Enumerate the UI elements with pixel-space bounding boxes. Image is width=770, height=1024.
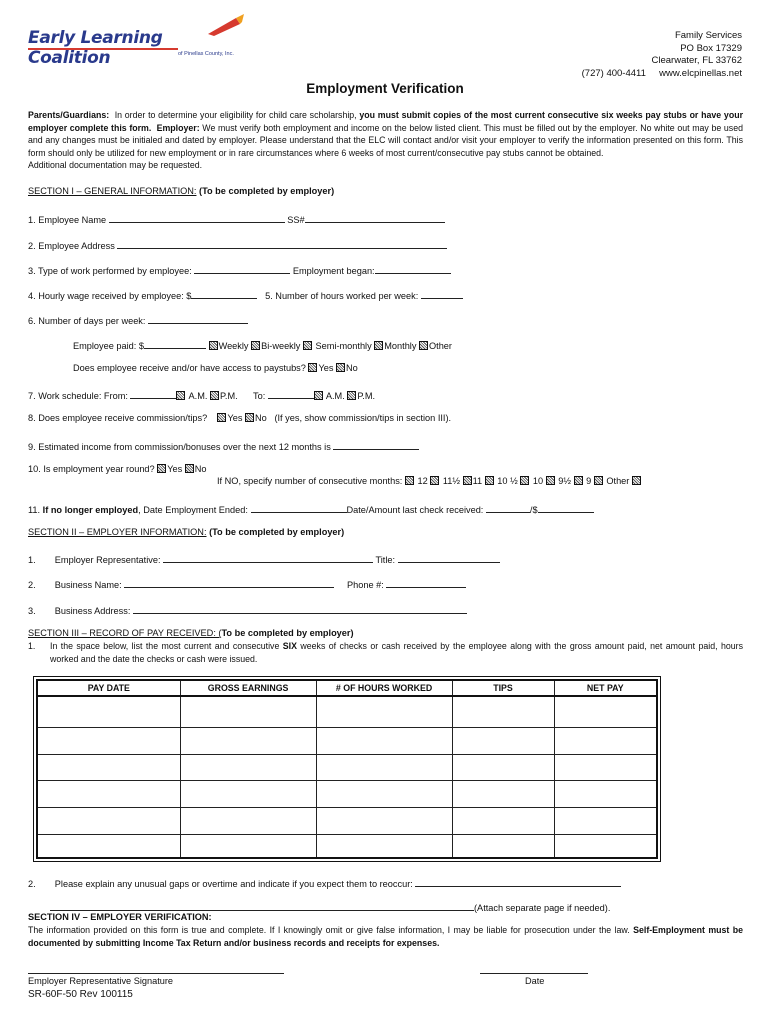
- col-hours-worked: # OF HOURS WORKED: [316, 681, 452, 696]
- estimated-income-row: 9. Estimated income from commission/bonuses over the next 12 months is: [28, 439, 419, 452]
- monthly-checkbox[interactable]: [374, 341, 383, 350]
- table-row: [38, 727, 656, 754]
- address-line: Clearwater, FL 33762: [651, 55, 742, 66]
- table-cell[interactable]: [316, 781, 452, 808]
- last-check-date-field[interactable]: [486, 502, 530, 513]
- table-cell[interactable]: [452, 835, 554, 857]
- weekly-checkbox[interactable]: [209, 341, 218, 350]
- signature-line[interactable]: [28, 973, 284, 974]
- table-cell[interactable]: [554, 727, 656, 754]
- page-title: Employment Verification: [306, 81, 464, 96]
- other-paid-checkbox[interactable]: [419, 341, 428, 350]
- business-name-row: 2. Business Name: Phone #:: [28, 577, 466, 590]
- estimated-income-field[interactable]: [333, 439, 419, 450]
- schedule-from-field[interactable]: [130, 388, 176, 399]
- unusual-gaps-field[interactable]: [415, 876, 621, 887]
- year-round-row: 10. Is employment year round? Yes No: [28, 464, 207, 474]
- month-11-checkbox[interactable]: [463, 476, 472, 485]
- table-cell[interactable]: [452, 727, 554, 754]
- year-round-yes-checkbox[interactable]: [157, 464, 166, 473]
- business-name-field[interactable]: [124, 577, 334, 588]
- address-line: Family Services: [674, 30, 742, 41]
- month-other-checkbox[interactable]: [594, 476, 603, 485]
- business-address-field[interactable]: [133, 603, 467, 614]
- employee-address-field[interactable]: [117, 238, 447, 249]
- month-10-5-checkbox[interactable]: [485, 476, 494, 485]
- logo-text: Early Learning Coalition: [28, 28, 163, 68]
- table-cell[interactable]: [180, 808, 316, 835]
- section-1-heading: SECTION I – GENERAL INFORMATION: (To be completed by employer): [28, 186, 335, 196]
- table-row: [38, 754, 656, 781]
- address-line: PO Box 17329: [680, 42, 742, 54]
- table-cell[interactable]: [452, 754, 554, 781]
- table-cell[interactable]: [38, 696, 180, 727]
- employer-rep-row: 1. Employer Representative: Title:: [28, 552, 500, 565]
- month-9-checkbox[interactable]: [574, 476, 583, 485]
- table-cell[interactable]: [180, 754, 316, 781]
- employer-rep-field[interactable]: [163, 552, 373, 563]
- employee-name-field[interactable]: [109, 212, 285, 223]
- signature-label: Employer Representative Signature: [28, 976, 174, 986]
- intro-paragraph: Parents/Guardians: In order to determine your eligibility for child care scholarship, you must submit copies of the most current consecutive six weeks pay stubs or have your employer complete this form. Employer: We must verify both employment and income on the below listed client. This must be filled out by the employer. No white out may be used and any changes must be initialed and dated by employer. Please understand that the ELC will contact and/or visit your employer to verify the information presented on this form. This form should only be utilized for new employment or in rare circumstances where 6 weeks of most current/consecutive pay stubs cannot be obtained. Additional documentation may be requested.: [28, 110, 743, 171]
- wage-row: 4. Hourly wage received by employee: $ 5. Number of hours worked per week:: [28, 288, 463, 301]
- table-cell[interactable]: [554, 696, 656, 727]
- from-am-checkbox[interactable]: [176, 391, 185, 400]
- table-cell[interactable]: [38, 808, 180, 835]
- semimonthly-checkbox[interactable]: [303, 341, 312, 350]
- table-cell[interactable]: [180, 781, 316, 808]
- no-longer-employed-row: 11. If no longer employed, Date Employment Ended: Date/Amount last check received: /$: [28, 502, 594, 515]
- biweekly-checkbox[interactable]: [251, 341, 260, 350]
- month-11-5-checkbox[interactable]: [430, 476, 439, 485]
- unusual-gaps-row: 2. Please explain any unusual gaps or overtime and indicate if you expect them to reoccur:: [28, 876, 621, 889]
- table-row: [38, 808, 656, 835]
- paystubs-no-checkbox[interactable]: [336, 363, 345, 372]
- table-cell[interactable]: [38, 727, 180, 754]
- schedule-to-field[interactable]: [268, 388, 314, 399]
- employee-name-row: 1. Employee Name SS#: [28, 212, 445, 225]
- table-cell[interactable]: [316, 808, 452, 835]
- ssn-field[interactable]: [305, 212, 445, 223]
- month-12-checkbox[interactable]: [405, 476, 414, 485]
- to-pm-checkbox[interactable]: [347, 391, 356, 400]
- table-cell[interactable]: [316, 835, 452, 857]
- commission-yes-checkbox[interactable]: [217, 413, 226, 422]
- work-type-field[interactable]: [194, 263, 290, 274]
- employee-paid-field[interactable]: [144, 338, 206, 349]
- title-field[interactable]: [398, 552, 500, 563]
- paystubs-row: Does employee receive and/or have access to paystubs? Yes No: [73, 363, 358, 373]
- section-4-heading: SECTION IV – EMPLOYER VERIFICATION:: [28, 912, 212, 922]
- table-cell[interactable]: [452, 696, 554, 727]
- section-3-heading: SECTION III – RECORD OF PAY RECEIVED: (To be completed by employer): [28, 628, 354, 638]
- paystubs-yes-checkbox[interactable]: [308, 363, 317, 372]
- work-schedule-row: 7. Work schedule: From: A.M. P.M. To: A.M. P.M.: [28, 388, 375, 401]
- table-cell[interactable]: [38, 754, 180, 781]
- date-line[interactable]: [480, 973, 588, 974]
- days-per-week-field[interactable]: [148, 313, 248, 324]
- business-address-row: 3. Business Address:: [28, 603, 467, 616]
- unusual-gaps-row-2: (Attach separate page if needed).: [50, 900, 610, 913]
- table-cell[interactable]: [554, 835, 656, 857]
- days-row: 6. Number of days per week:: [28, 313, 248, 326]
- section-4-text: The information provided on this form is true and complete. If I knowingly omit or give false information, I may be liable for prosecution under the law. Self-Employment must be documented by submitting Income Tax Return and/or business records and receipts for expenses.: [28, 925, 743, 948]
- logo: [28, 14, 248, 68]
- consecutive-months-row: If NO, specify number of consecutive months: 12 11½ 11 10 ½ 10 9½ 9 Other: [217, 476, 642, 486]
- month-10-checkbox[interactable]: [520, 476, 529, 485]
- address-block: [482, 30, 742, 80]
- to-am-checkbox[interactable]: [314, 391, 323, 400]
- col-tips: TIPS: [452, 681, 554, 696]
- phone-field[interactable]: [386, 577, 466, 588]
- date-ended-field[interactable]: [251, 502, 347, 513]
- commission-no-checkbox[interactable]: [245, 413, 254, 422]
- col-net-pay: NET PAY: [554, 681, 656, 696]
- table-cell[interactable]: [452, 808, 554, 835]
- table-cell[interactable]: [38, 835, 180, 857]
- year-round-no-checkbox[interactable]: [185, 464, 194, 473]
- from-pm-checkbox[interactable]: [210, 391, 219, 400]
- hours-per-week-field[interactable]: [421, 288, 463, 299]
- col-pay-date: PAY DATE: [38, 681, 180, 696]
- hourly-wage-field[interactable]: [191, 288, 257, 299]
- logo-subtitle: of Pinellas County, Inc.: [178, 51, 234, 57]
- table-cell[interactable]: [316, 727, 452, 754]
- table-row: [38, 781, 656, 808]
- table-cell[interactable]: [452, 781, 554, 808]
- table-cell[interactable]: [180, 835, 316, 857]
- table-cell[interactable]: [316, 696, 452, 727]
- table-row: [38, 835, 656, 857]
- table-cell[interactable]: [554, 781, 656, 808]
- col-gross-earnings: GROSS EARNINGS: [180, 681, 316, 696]
- employment-began-field[interactable]: [375, 263, 451, 274]
- last-check-amount-field[interactable]: [538, 502, 594, 513]
- date-label: Date: [525, 976, 545, 986]
- employee-paid-row: Employee paid: $ Weekly Bi-weekly Semi-monthly Monthly Other: [73, 338, 452, 351]
- table-row: [38, 696, 656, 727]
- section-3-instructions: 1. In the space below, list the most current and consecutive SIX weeks of checks or cash received by the employee along with the gross amount paid, net amount paid, hours worked and the date the checks or cash were issued.: [28, 641, 743, 664]
- work-type-row: 3. Type of work performed by employee: Employment began:: [28, 263, 451, 276]
- table-cell[interactable]: [554, 808, 656, 835]
- month-9-5-checkbox[interactable]: [546, 476, 555, 485]
- commission-row: 8. Does employee receive commission/tips? Yes No (If yes, show commission/tips in section III).: [28, 413, 452, 423]
- address-line: (727) 400-4411 www.elcpinellas.net: [581, 67, 742, 79]
- table-cell[interactable]: [180, 696, 316, 727]
- table-cell[interactable]: [554, 754, 656, 781]
- month-other-extra-checkbox[interactable]: [632, 476, 641, 485]
- table-cell[interactable]: [38, 781, 180, 808]
- pay-table: [36, 679, 658, 859]
- employee-address-row: 2. Employee Address: [28, 238, 447, 251]
- table-cell[interactable]: [316, 754, 452, 781]
- form-code: SR-60F-50 Rev 100115: [28, 989, 133, 1000]
- table-cell[interactable]: [180, 727, 316, 754]
- unusual-gaps-field-2[interactable]: [50, 900, 474, 911]
- section-2-heading: SECTION II – EMPLOYER INFORMATION: (To be completed by employer): [28, 527, 345, 537]
